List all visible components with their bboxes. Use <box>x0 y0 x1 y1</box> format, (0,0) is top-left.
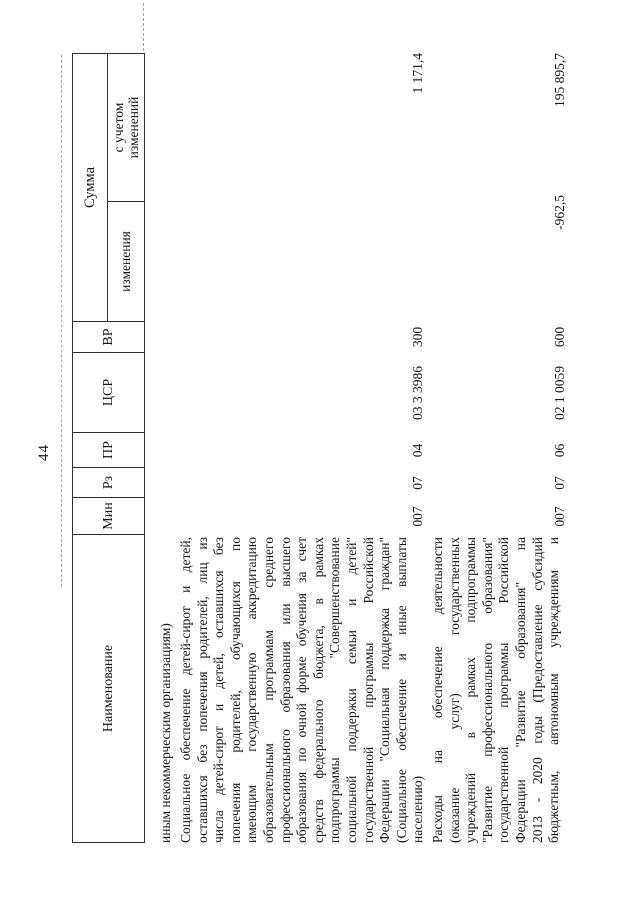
sum-with-changes: 195 895,7 <box>552 53 567 107</box>
row-text-line: профессионального образования или высшего <box>277 537 293 843</box>
code-min: 007 <box>410 506 425 527</box>
row-text-line: иным некоммерческим организациям) <box>158 623 173 843</box>
col-header-summa-group <box>73 54 144 321</box>
row-text-line: (оказание услуг) государственных <box>446 537 462 843</box>
sum-with-changes: 1 171,4 <box>410 53 425 94</box>
row-text-line: бюджетным, автономным учреждениям и <box>546 537 562 843</box>
sum-changes: -962,5 <box>552 195 567 230</box>
row-text-line: "Развитие профессионального образования" <box>479 537 495 843</box>
code-csr: 02 1 0059 <box>552 366 567 420</box>
code-csr: 03 3 3986 <box>410 366 425 420</box>
row-text-line: государственной программы Российской <box>496 537 512 843</box>
code-vr: 600 <box>552 326 567 348</box>
row-text-line: попечения родителей, обучающихся по <box>227 537 243 843</box>
col-header-vr: ВР <box>73 321 144 352</box>
row-text-line: учреждений в рамках подпрограммы <box>463 537 479 843</box>
code-min: 007 <box>552 506 567 527</box>
row-text-line: Социальное обеспечение детей-сирот и детей, <box>178 537 193 843</box>
table-row-rashody <box>430 537 563 843</box>
col-header-summa: Сумма <box>73 54 108 321</box>
table-header-row <box>72 53 145 843</box>
row-text-line: имеющим государственную аккредитацию <box>244 537 260 843</box>
code-rz: 07 <box>552 476 567 490</box>
col-header-min: Мин <box>73 497 144 534</box>
row-text-line: средств федерального бюджета, в рамках <box>310 537 326 843</box>
row-text-line: (Социальное обеспечение и иные выплаты <box>393 537 409 843</box>
col-header-rz: Рз <box>73 467 144 497</box>
code-vr: 300 <box>410 326 425 348</box>
code-pr: 04 <box>410 443 425 458</box>
scan-artifact-dash-right <box>143 3 144 51</box>
row-text-line: подпрограммы "Совершенствование <box>327 537 343 843</box>
row-text-line: Расходы на обеспечение деятельности <box>430 537 445 843</box>
row-text-line: государственной программы Российской <box>360 537 376 843</box>
col-header-s-uchetom-izmeneniy <box>108 54 144 201</box>
row-text-line: Федерации "Развитие образования" на <box>512 537 528 843</box>
col-header-csr: ЦСР <box>73 352 144 432</box>
row-text-line: образовательным программам среднего <box>260 537 276 843</box>
code-pr: 06 <box>552 443 567 458</box>
row-text-line: Федерации "Социальная поддержка граждан" <box>377 537 393 843</box>
col-header-s-uchetom-line2: изменений <box>126 96 141 159</box>
row-text-line: социальной поддержки семьи и детей" <box>343 537 359 843</box>
row-text-line: населению) <box>410 775 426 843</box>
row-text-line: числа детей-сирот и детей, оставшихся без <box>211 537 227 843</box>
code-rz: 07 <box>410 476 425 490</box>
page-number: 44 <box>36 444 52 461</box>
table-row-social-security <box>178 537 427 843</box>
col-header-pr: ПР <box>73 432 144 467</box>
col-header-naimenovanie: Наименование <box>73 534 144 842</box>
row-text-line: образования по очной форме обучения за счет <box>294 537 310 843</box>
col-header-izmeneniya: изменения <box>108 201 144 321</box>
row-text-line: 2013 - 2020 годы (Предоставление субсидий <box>529 537 545 843</box>
scan-artifact-dashed-line <box>61 55 62 587</box>
col-header-s-uchetom-line1: с учетом <box>111 102 126 153</box>
row-text-line: оставшихся без попечения родителей, лиц из <box>194 537 210 843</box>
table-row-continuation <box>158 537 175 843</box>
